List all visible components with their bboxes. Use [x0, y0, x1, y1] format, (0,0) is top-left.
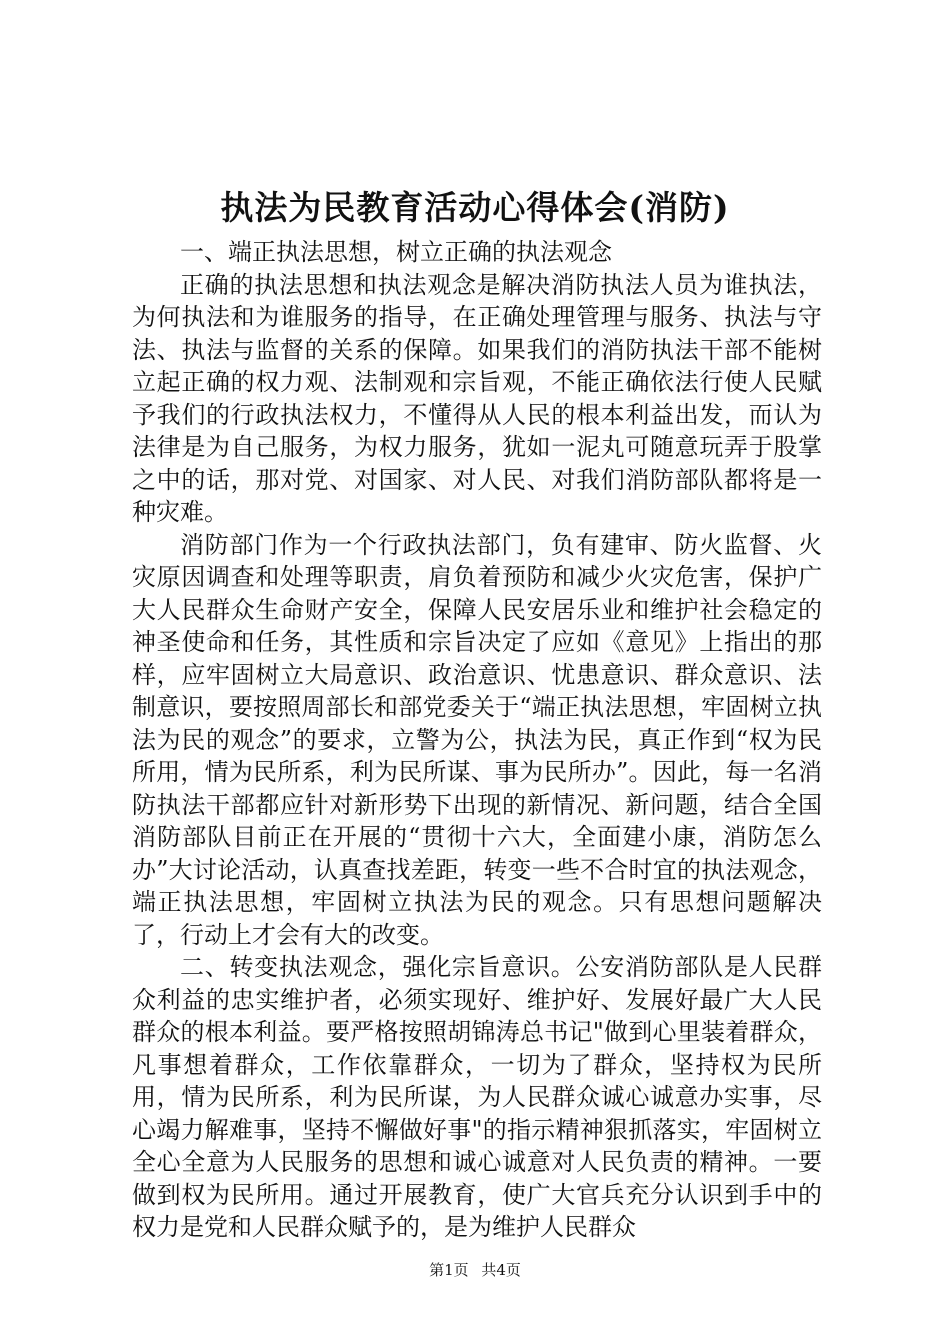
paragraph: 二、转变执法观念，强化宗旨意识。公安消防部队是人民群众利益的忠实维护者，必须实现好、维护好、发展好最广大人民群众的根本利益。要严格按照胡锦涛总书记"做到心里装着群众，凡事想着群众，工作依靠群众，一切为了群众，坚持权为民所用，情为民所系，利为民所谋，为人民群众诚心诚意办实事，尽心竭力解难事，坚持不懈做好事"的指示精神狠抓落实，牢固树立全心全意为人民服务的思想和诚心诚意对人民负责的精神。一要做到权为民所用。通过开展教育，使广大官兵充分认识到手中的权力是党和人民群众赋予的，是为维护人民群众: [132, 953, 822, 1241]
document-title: 执法为民教育活动心得体会(消防): [220, 188, 730, 227]
paragraph: 消防部门作为一个行政执法部门，负有建审、防火监督、火灾原因调查和处理等职责，肩负着预防和减少火灾危害，保护广大人民群众生命财产安全，保障人民安居乐业和维护社会稳定的神圣使命和任务，其性质和宗旨决定了应如《意见》上指出的那样，应牢固树立大局意识、政治意识、忧患意识、群众意识、法制意识，要按照周部长和部党委关于“端正执法思想，牢固树立执法为民的观念”的要求，立警为公，执法为民，真正作到“权为民所用，情为民所系，利为民所谋、事为民所办”。因此，每一名消防执法干部都应针对新形势下出现的新情况、新问题，结合全国消防部队目前正在开展的“贯彻十六大，全面建小康，消防怎么办”大讨论活动，认真查找差距，转变一些不合时宜的执法观念，端正执法思想，牢固树立执法为民的观念。只有思想问题解决了，行动上才会有大的改变。: [132, 530, 822, 949]
document-body: [132, 236, 822, 1244]
section-heading-1: 一、端正执法思想，树立正确的执法观念: [180, 238, 612, 266]
page-number: 第1页: [429, 1261, 469, 1279]
paragraph: 正确的执法思想和执法观念是解决消防执法人员为谁执法，为何执法和为谁服务的指导，在正确处理管理与服务、执法与守法、执法与监督的关系的保障。如果我们的消防执法干部不能树立起正确的权力观、法制观和宗旨观，不能正确依法行使人民赋予我们的行政执法权力，不懂得从人民的根本利益出发，而认为法律是为自己服务，为权力服务，犹如一泥丸可随意玩弄于股掌之中的话，那对党、对国家、对人民、对我们消防部队都将是一种灾难。: [132, 270, 822, 526]
page-total: 共4页: [481, 1261, 521, 1279]
page-footer: [0, 1260, 950, 1280]
